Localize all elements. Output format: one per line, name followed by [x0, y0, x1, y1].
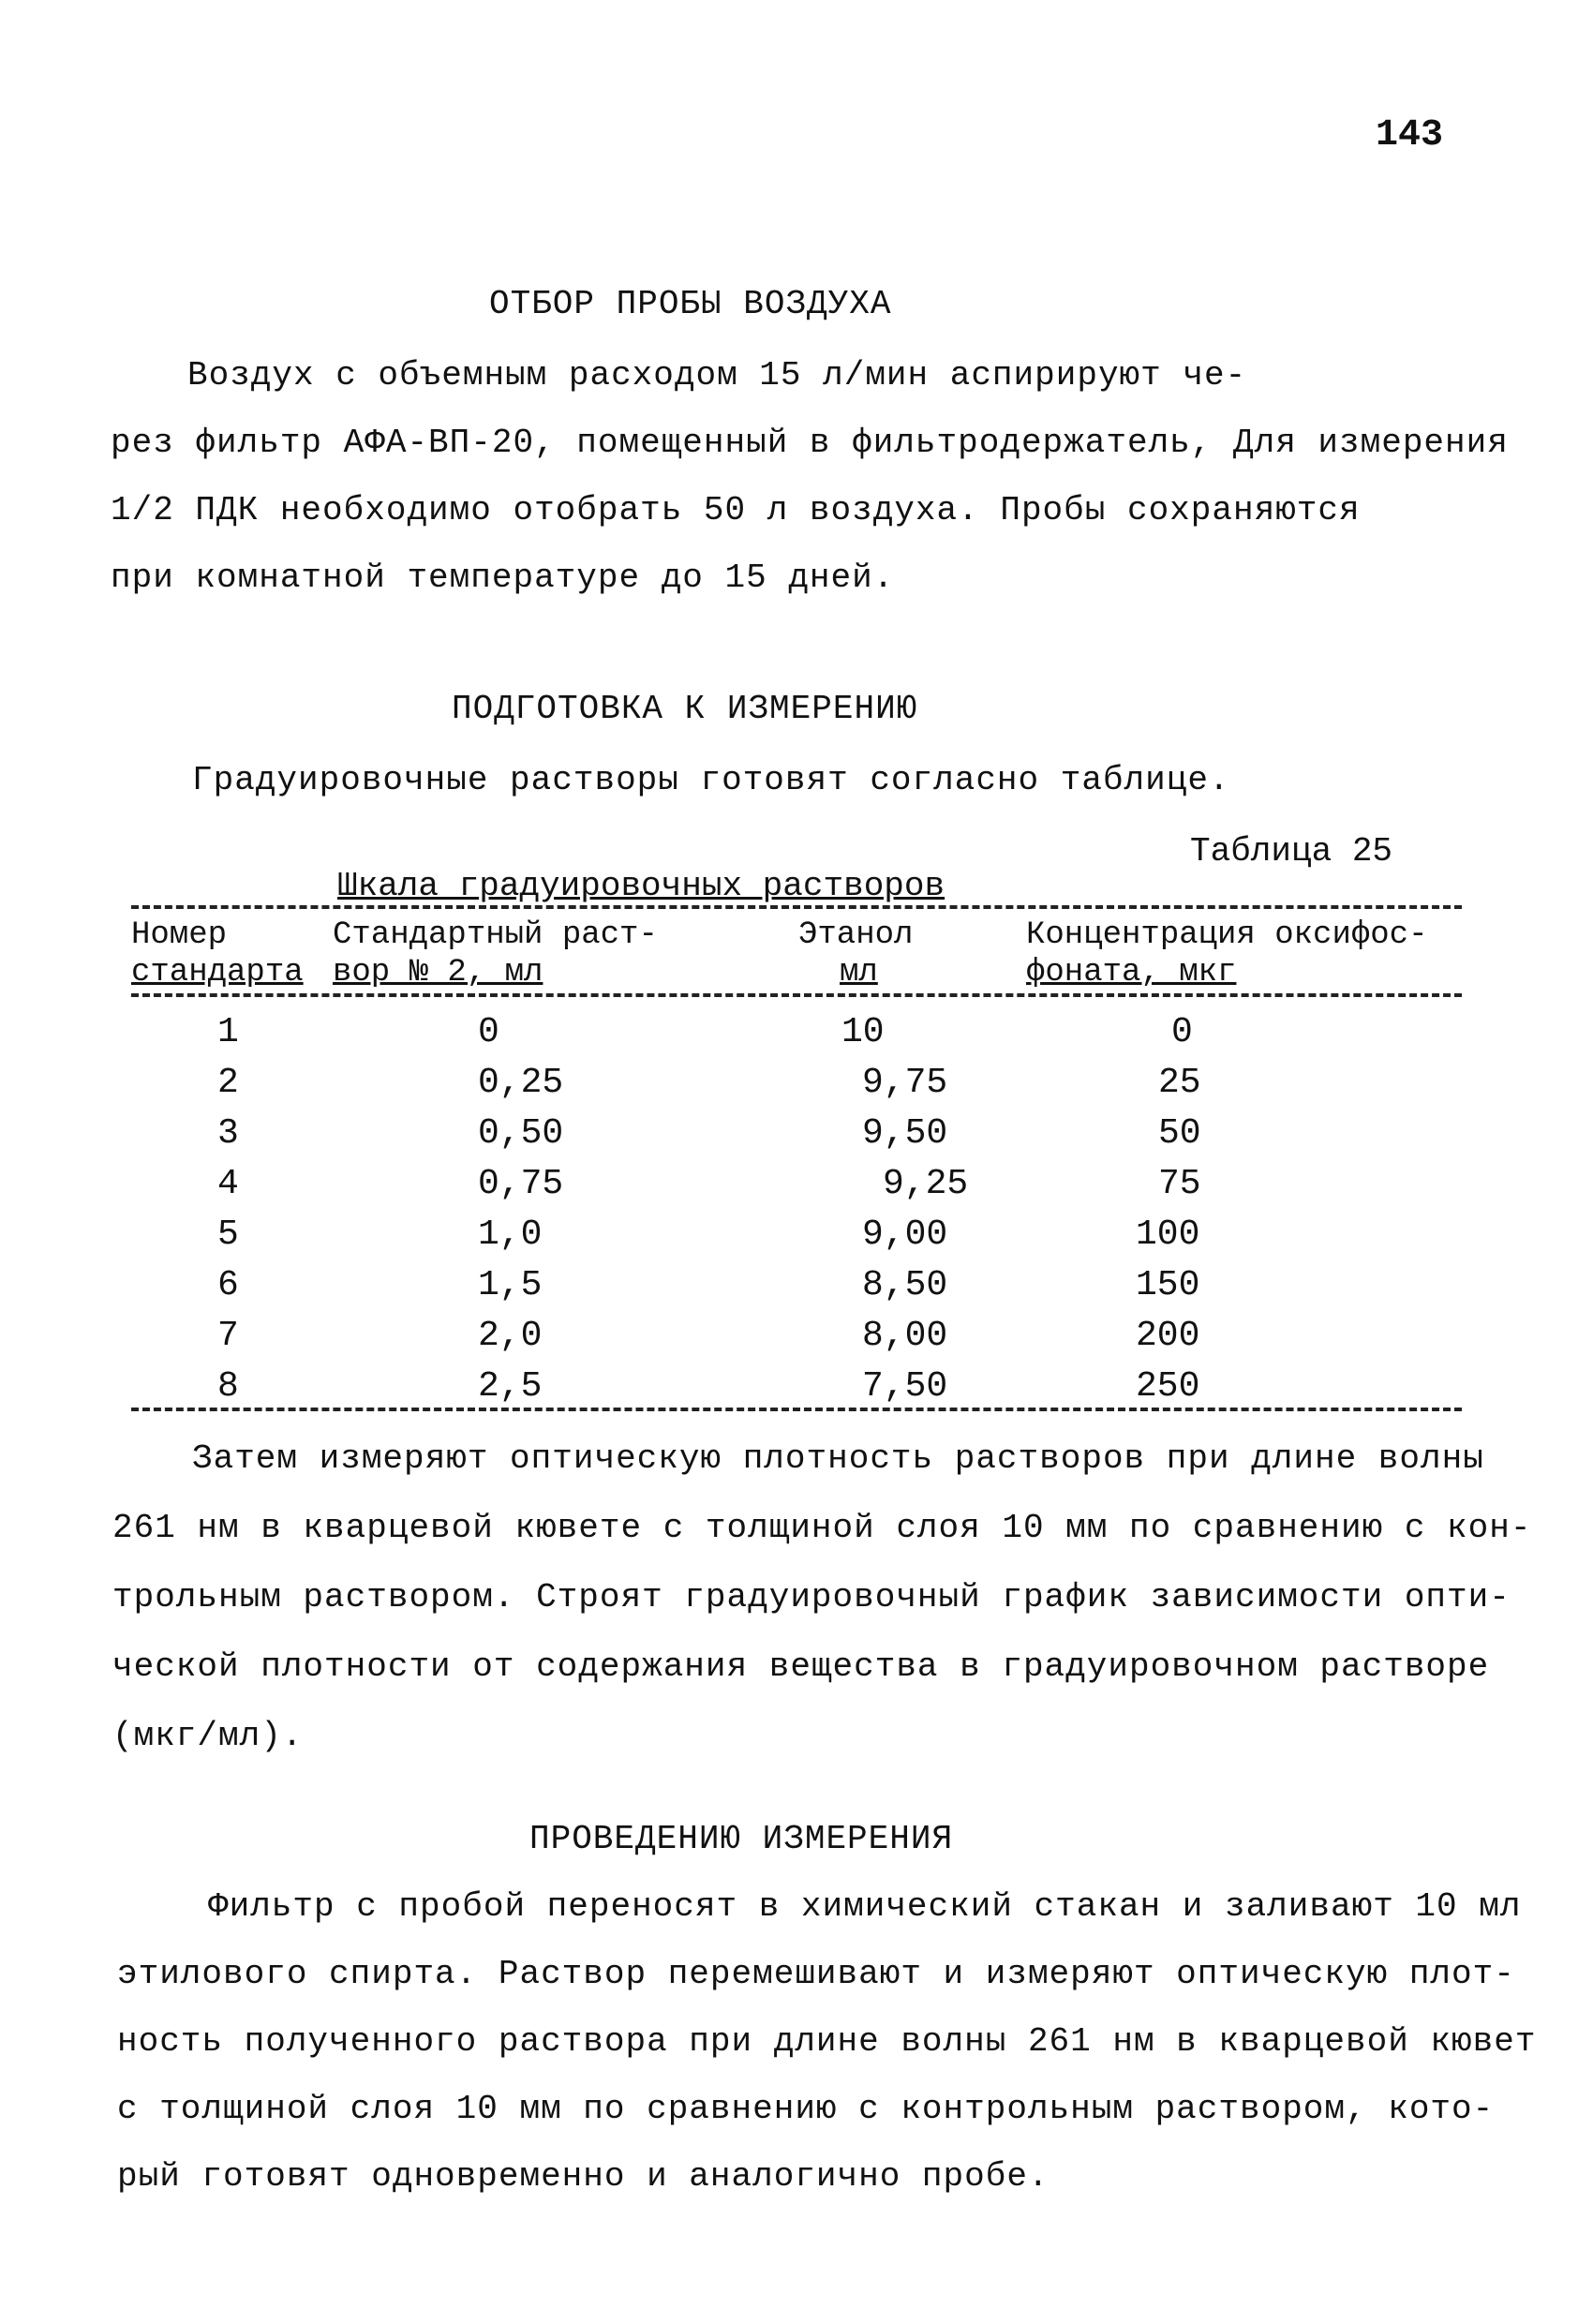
table-cell: 4	[217, 1164, 239, 1204]
preparation-after-line-3: трольным раствором. Строят градуировочный график зависимости опти-	[112, 1578, 1511, 1616]
preparation-after-line-5: (мкг/мл).	[112, 1717, 304, 1755]
table-cell: 10	[841, 1012, 885, 1052]
table-cell: 150	[1136, 1265, 1200, 1305]
table-cell: 8,50	[862, 1265, 948, 1305]
table-cell: 7	[217, 1316, 239, 1356]
table-cell: 9,25	[883, 1164, 969, 1204]
column-header-number: Номер стандарта	[131, 917, 304, 991]
sampling-line-2: рез фильтр АФА-ВП-20, помещенный в фильтродержатель, Для измерения	[111, 424, 1509, 462]
preparation-intro: Градуировочные растворы готовят согласно таблице.	[192, 761, 1230, 799]
measurement-line-2: этилового спирта. Раствор перемешивают и измеряют оптическую плот-	[117, 1955, 1515, 1993]
sampling-line-1: Воздух с объемным расходом 15 л/мин аспирируют че-	[187, 356, 1247, 395]
table-cell: 0	[1171, 1012, 1193, 1052]
table-cell: 75	[1158, 1164, 1201, 1204]
table-cell: 9,75	[862, 1063, 948, 1103]
page-number: 143	[1376, 114, 1444, 156]
table-cell: 250	[1136, 1366, 1200, 1407]
table-cell: 200	[1136, 1316, 1200, 1356]
column-header-standard-solution: Стандартный раст- вор № 2, мл	[333, 917, 658, 991]
table-cell: 6	[217, 1265, 239, 1305]
table-cell: 8,00	[862, 1316, 948, 1356]
preparation-after-line-1: Затем измеряют оптическую плотность растворов при длине волны	[192, 1439, 1484, 1478]
section-heading-sampling: ОТБОР ПРОБЫ ВОЗДУХА	[489, 285, 892, 323]
table-bottom-rule	[131, 1408, 1462, 1411]
table-top-rule	[131, 905, 1462, 909]
measurement-line-5: рый готовят одновременно и аналогично пробе.	[117, 2157, 1050, 2196]
table-cell: 9,00	[862, 1214, 948, 1255]
preparation-after-line-2: 261 нм в кварцевой кювете с толщиной слоя 10 мм по сравнению с кон-	[112, 1509, 1532, 1547]
measurement-line-1: Фильтр с пробой переносят в химический стакан и заливают 10 мл	[208, 1887, 1522, 1926]
table-cell: 0,50	[478, 1113, 564, 1154]
table-title: Шкала градуировочных растворов	[337, 867, 945, 905]
header-bottom-rule	[131, 993, 1462, 997]
table-cell: 3	[217, 1113, 239, 1154]
table-cell: 1,5	[478, 1265, 543, 1305]
section-heading-preparation: ПОДГОТОВКА К ИЗМЕРЕНИЮ	[452, 690, 918, 728]
column-header-ethanol: Этанол мл	[798, 917, 914, 991]
table-cell: 1,0	[478, 1214, 543, 1255]
sampling-line-3: 1/2 ПДК необходимо отобрать 50 л воздуха. Пробы сохраняются	[111, 491, 1361, 529]
preparation-after-line-4: ческой плотности от содержания вещества в градуировочном растворе	[112, 1647, 1490, 1686]
section-heading-measurement: ПРОВЕДЕНИЮ ИЗМЕРЕНИЯ	[529, 1820, 954, 1858]
table-cell: 0	[478, 1012, 499, 1052]
table-cell: 2,0	[478, 1316, 543, 1356]
table-cell: 0,75	[478, 1164, 564, 1204]
table-cell: 100	[1136, 1214, 1200, 1255]
table-cell: 8	[217, 1366, 239, 1407]
table-cell: 2	[217, 1063, 239, 1103]
table-cell: 25	[1158, 1063, 1201, 1103]
table-cell: 1	[217, 1012, 239, 1052]
table-cell: 2,5	[478, 1366, 543, 1407]
measurement-line-3: ность полученного раствора при длине волны 261 нм в кварцевой кювет	[117, 2022, 1537, 2061]
table-cell: 9,50	[862, 1113, 948, 1154]
sampling-line-4: при комнатной температуре до 15 дней.	[111, 559, 895, 597]
table-cell: 50	[1158, 1113, 1201, 1154]
table-cell: 5	[217, 1214, 239, 1255]
column-header-concentration: Концентрация оксифос- фоната, мкг	[1026, 917, 1428, 991]
table-cell: 7,50	[862, 1366, 948, 1407]
measurement-line-4: с толщиной слоя 10 мм по сравнению с контрольным раствором, кото-	[117, 2090, 1495, 2128]
table-cell: 0,25	[478, 1063, 564, 1103]
table-label: Таблица 25	[1190, 832, 1393, 871]
